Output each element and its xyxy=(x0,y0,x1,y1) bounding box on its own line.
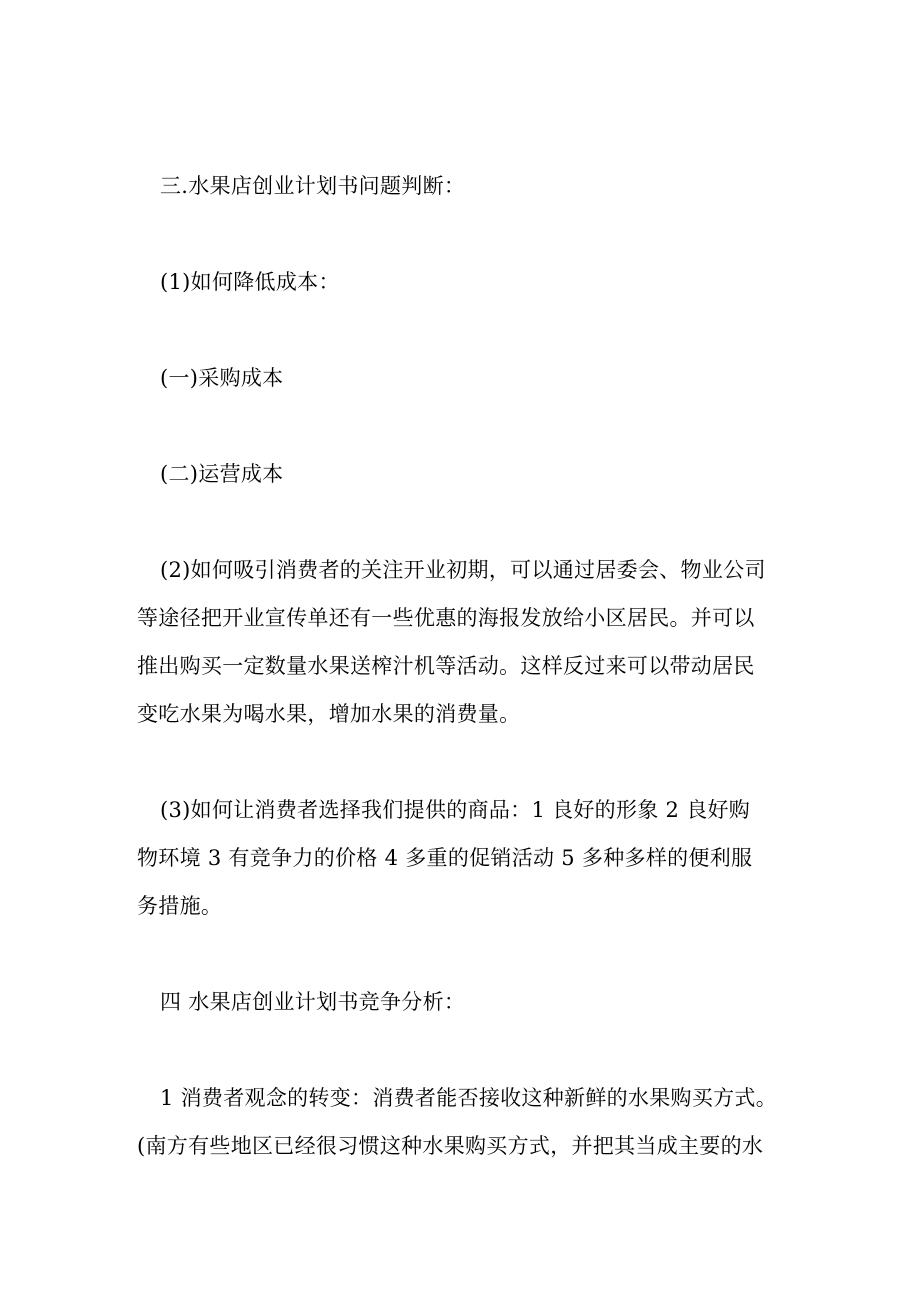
paragraph-line: 推出购买一定数量水果送榨汁机等活动。这样反过来可以带动居民 xyxy=(137,654,755,678)
paragraph-line: 务措施。 xyxy=(137,894,223,918)
paragraph-line: (南方有些地区已经很习惯这种水果购买方式，并把其当成主要的水 xyxy=(137,1134,764,1158)
paragraph-line: 变吃水果为喝水果，增加水果的消费量。 xyxy=(137,702,521,726)
paragraph-line: 物环境 3 有竞争力的价格 4 多重的促销活动 5 多种多样的便利服 xyxy=(137,846,753,870)
item-reduce-cost: (1)如何降低成本： xyxy=(160,270,340,294)
item-procurement-cost: (一)采购成本 xyxy=(160,366,284,390)
paragraph-line: (3)如何让消费者选择我们提供的商品：1 良好的形象 2 良好购 xyxy=(160,798,751,822)
paragraph-line: 等途径把开业宣传单还有一些优惠的海报发放给小区居民。并可以 xyxy=(137,606,755,630)
paragraph-line: (2)如何吸引消费者的关注开业初期，可以通过居委会、物业公司 xyxy=(160,558,766,582)
section-3-heading: 三.水果店创业计划书问题判断： xyxy=(160,174,466,198)
paragraph-line: 1 消费者观念的转变：消费者能否接收这种新鲜的水果购买方式。 xyxy=(160,1086,778,1110)
item-operating-cost: (二)运营成本 xyxy=(160,462,284,486)
section-4-heading: 四 水果店创业计划书竞争分析： xyxy=(160,990,466,1014)
